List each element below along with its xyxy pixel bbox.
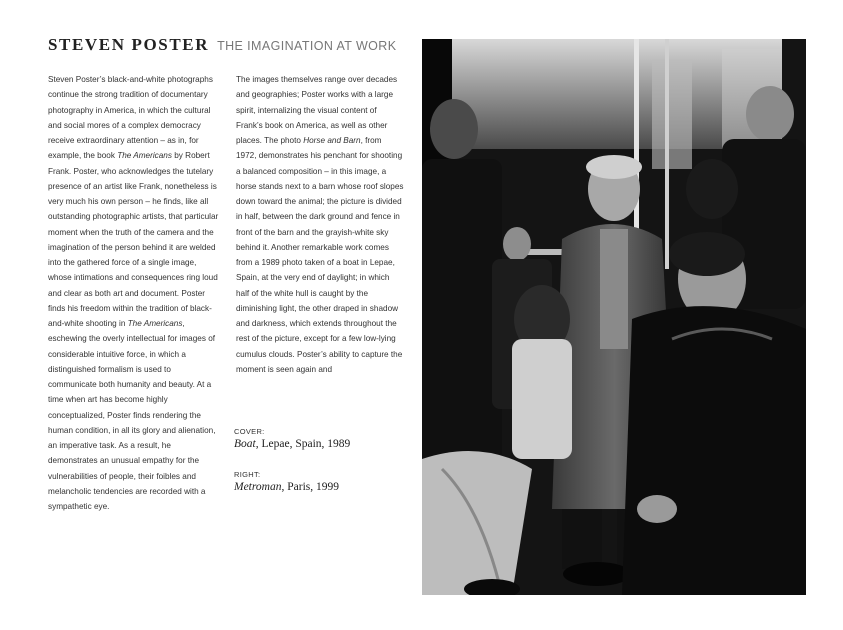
artist-name: STEVEN POSTER [48, 35, 210, 54]
cover-photo-details: , Lepae, Spain, 1989 [255, 438, 351, 450]
metro-photograph [422, 39, 806, 595]
photo-title: Horse and Barn [303, 136, 361, 145]
page-header [48, 35, 396, 55]
metro-scene-illustration [422, 39, 806, 595]
essay-text: , eschewing the overly intellectual for images of considerable intuitive force, in which a distinguished formalism is used to communicate both humanity and beauty. At a time when art has become highly conceptualized, Poster finds rendering the human condition, in all its glory and alienation, an imperative task. As a result, he demonstrates an unusual empathy for the vulnerabilities of people, their foibles and melancholic tendencies are recorded with a sympathetic eye. [48, 319, 216, 511]
right-caption [234, 469, 339, 495]
essay-column-2 [236, 72, 404, 377]
essay-text: by Robert Frank. Poster, who acknowledges the tutelary presence of an artist like Frank, nonetheless is very much his own person – he finds, like all outstanding photographic artists, that particular moment when the truth of the camera and the imagination of the person behind it are welded into the gathered force of a single image, whose intimations and consequences ring loud and clear as both art and document. Poster finds his freedom within the tradition of black-and-white shooting in [48, 151, 219, 328]
right-caption-label: RIGHT: [234, 470, 261, 479]
cover-photo-title: Boat [234, 438, 256, 450]
essay-text: Steven Poster’s black-and-white photographs continue the strong tradition of documentary photography in America, in which the cultural and social mores of a complex democracy receive extraordinary attention – as in, for example, the book [48, 75, 213, 161]
cover-caption [234, 426, 350, 452]
essay-column-1 [48, 72, 220, 514]
cover-caption-text [234, 437, 350, 452]
cover-caption-label: COVER: [234, 427, 265, 436]
essay-text: , from 1972, demonstrates his penchant for shooting a balanced composition – in this image, a horse stands next to a barn whose roof slopes down toward the animal; the picture is divided in half, between the dark ground and fence in front of the barn and the grayish-white sky behind it. Another remarkable work comes from a 1989 photo taken of a boat in Lepae, Spain, at the very end of daylight; in which half of the white hull is caught by the diminishing light, the other draped in shadow and darkness, which extends throughout the rest of the picture, except for a few low-lying cumulus clouds. Poster’s ability to capture the moment is seen again and [236, 136, 404, 374]
essay-subtitle: THE IMAGINATION AT WORK [217, 39, 397, 53]
book-title: The Americans [117, 151, 172, 161]
right-photo-title: Metroman [234, 481, 282, 493]
right-photo-details: , Paris, 1999 [281, 481, 339, 493]
right-caption-text [234, 480, 339, 495]
book-title: The Americans [127, 319, 183, 328]
essay-text: The images themselves range over decades and geographies; Poster works with a large spirit, internalizing the visual content of Frank’s book on America, as well as other places. The photo [236, 75, 398, 145]
